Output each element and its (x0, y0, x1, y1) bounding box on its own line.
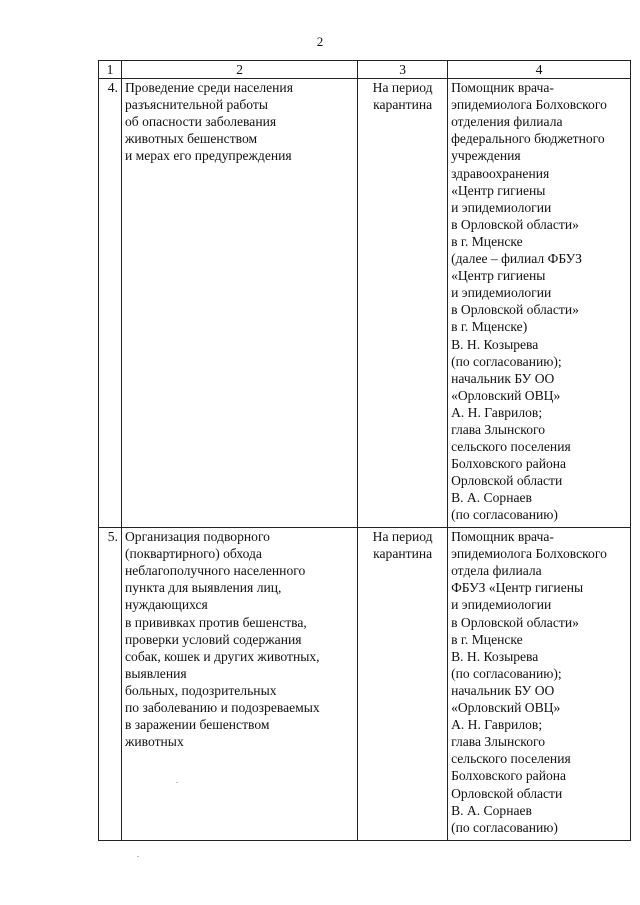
responsible-line: (по согласованию); (451, 665, 562, 681)
responsible-line: Орловской области (451, 473, 563, 489)
event-line: больных, подозрительных (124, 682, 277, 698)
event-line: нуждающихся (124, 597, 208, 613)
responsible-line: учреждения (451, 148, 521, 164)
period-cell (358, 528, 448, 841)
responsible-line: в г. Мценске (451, 233, 523, 249)
responsible-line: в Орловской области» (451, 216, 579, 232)
event-line: животных (124, 734, 184, 750)
event-line: выявления (124, 665, 187, 681)
responsible-line: сельского поселения (451, 751, 571, 767)
responsible-line: (по согласованию) (451, 819, 558, 835)
header-col-3: 3 (358, 61, 448, 79)
responsible-line: здравоохранения (451, 165, 550, 181)
responsible-line: глава Злынского (451, 421, 546, 437)
responsible-line: В. Н. Козырева (451, 336, 539, 352)
event-cell (121, 528, 357, 841)
responsible-line: в г. Мценске (451, 631, 523, 647)
measures-table (98, 60, 631, 841)
responsible-line: «Орловский ОВЦ» (451, 387, 561, 403)
responsible-line: А. Н. Гаврилов; (451, 717, 543, 733)
responsible-line: В. Н. Козырева (451, 648, 539, 664)
event-line: проверки условий содержания (124, 631, 302, 647)
responsible-line: Орловской области (451, 785, 563, 801)
event-line: пункта для выявления лиц, (124, 580, 282, 596)
period-line: карантина (373, 546, 433, 562)
scan-speck (176, 782, 178, 783)
responsible-line: начальник БУ ОО (451, 682, 555, 698)
event-line: в прививках против бешенства, (124, 614, 307, 630)
period-cell (358, 79, 448, 528)
responsible-line: А. Н. Гаврилов; (451, 404, 543, 420)
event-line: по заболеванию и подозреваемых (124, 700, 320, 716)
responsible-line: ФБУЗ «Центр гигиены (451, 580, 584, 596)
responsible-line: «Орловский ОВЦ» (451, 700, 561, 716)
responsible-line: (по согласованию); (451, 353, 562, 369)
period-line: На период (372, 80, 433, 96)
responsible-line: и эпидемиологии (451, 199, 552, 215)
event-line: Проведение среди населения (124, 80, 293, 96)
page-number: 2 (316, 34, 324, 49)
period-line: карантина (373, 97, 433, 113)
row-number: 5. (99, 528, 122, 841)
responsible-line: В. А. Сорнаев (451, 490, 532, 506)
responsible-line: «Центр гигиены (451, 182, 546, 198)
responsible-line: Помощник врача- (451, 529, 554, 545)
responsible-line: Болховского района (451, 456, 567, 472)
header-col-4: 4 (448, 61, 631, 79)
period-line: На период (372, 529, 433, 545)
event-line: (поквартирного) обхода (124, 546, 262, 562)
responsible-line: сельского поселения (451, 439, 571, 455)
table-row (99, 79, 631, 528)
event-line: животных бешенством (124, 131, 258, 147)
responsible-line: Помощник врача- (451, 80, 554, 96)
responsible-line: начальник БУ ОО (451, 370, 555, 386)
responsible-line: отделения филиала (451, 114, 563, 130)
responsible-line: в г. Мценске) (451, 319, 528, 335)
row-number: 4. (99, 79, 122, 528)
event-cell (121, 79, 357, 528)
event-line: неблагополучного населенного (124, 563, 306, 579)
responsible-line: эпидемиолога Болховского (451, 97, 607, 113)
event-line: и мерах его предупреждения (124, 148, 292, 164)
responsible-cell (448, 528, 631, 841)
event-line: Организация подворного (124, 529, 270, 545)
responsible-line: отдела филиала (451, 563, 542, 579)
event-line: собак, кошек и других животных, (124, 648, 320, 664)
responsible-line: в Орловской области» (451, 614, 579, 630)
event-line: разъяснительной работы (124, 97, 268, 113)
scan-speck (137, 856, 139, 857)
header-col-2: 2 (121, 61, 357, 79)
table-row (99, 528, 631, 841)
responsible-cell (448, 79, 631, 528)
responsible-line: в Орловской области» (451, 302, 579, 318)
responsible-line: и эпидемиологии (451, 285, 552, 301)
responsible-line: и эпидемиологии (451, 597, 552, 613)
responsible-line: (по согласованию) (451, 507, 558, 523)
responsible-line: (далее – филиал ФБУЗ (451, 251, 582, 267)
event-line: об опасности заболевания (124, 114, 277, 130)
responsible-line: федерального бюджетного (451, 131, 605, 147)
header-col-1: 1 (99, 61, 122, 79)
table-header-row (99, 61, 631, 79)
responsible-line: «Центр гигиены (451, 268, 546, 284)
responsible-line: Болховского района (451, 768, 567, 784)
responsible-line: В. А. Сорнаев (451, 802, 532, 818)
responsible-line: эпидемиолога Болховского (451, 546, 607, 562)
responsible-line: глава Злынского (451, 734, 546, 750)
event-line: в заражении бешенством (124, 717, 270, 733)
